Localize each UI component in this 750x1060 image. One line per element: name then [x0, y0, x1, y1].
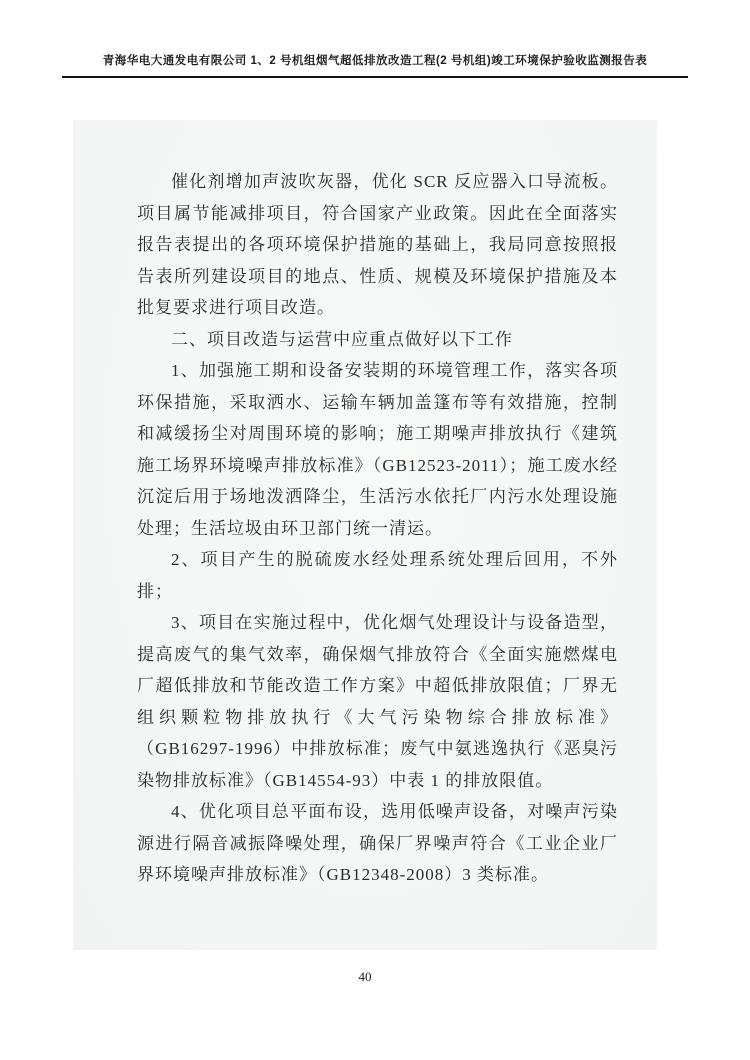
paragraph-item-2-wastewater: 2、项目产生的脱硫废水经处理系统处理后回用，不外排；	[137, 550, 618, 601]
page-footer	[73, 968, 657, 986]
paragraph-item-1-construction: 1、加强施工期和设备安装期的环境管理工作，落实各项环保措施，采取洒水、运输车辆加盖篷布等有效措施，控制和减缓扬尘对周围环境的影响；施工期噪声排放执行《建筑施工场界环境噪声排放标准》（GB12523-2011）；施工废水经沉淀后用于场地泼洒降尘，生活污水依托厂内污水处理设施处理；生活垃圾由环卫部门统一清运。	[137, 361, 618, 538]
document-body	[137, 166, 618, 891]
paragraph-item-3-flue-gas: 3、项目在实施过程中，优化烟气处理设计与设备造型，提高废气的集气效率，确保烟气排放符合《全面实施燃煤电厂超低排放和节能改造工作方案》中超低排放限值；厂界无组织颗粒物排放执行《大气污染物综合排放标准》（GB16297-1996）中排放标准；废气中氨逃逸执行《恶臭污染物排放标准》（GB14554-93）中表 1 的排放限值。	[137, 613, 618, 790]
paragraph-section-heading: 二、项目改造与运营中应重点做好以下工作	[171, 329, 513, 349]
scanned-page-region	[73, 120, 657, 950]
document-header-title: 青海华电大通发电有限公司 1、2 号机组烟气超低排放改造工程(2 号机组)竣工环境保护验收监测报告表	[102, 55, 648, 67]
paragraph-approval-summary: 催化剂增加声波吹灰器，优化 SCR 反应器入口导流板。项目属节能减排项目，符合国家产业政策。因此在全面落实报告表提出的各项环境保护措施的基础上，我局同意按照报告表所列建设项目的地点、性质、规模及环境保护措施及本批复要求进行项目改造。	[137, 172, 618, 317]
page-number: 40	[358, 969, 372, 984]
header-divider	[62, 76, 688, 78]
paragraph-item-4-noise: 4、优化项目总平面布设，选用低噪声设备，对噪声污染源进行隔音减振降噪处理，确保厂界噪声符合《工业企业厂界环境噪声排放标准》（GB12348-2008）3 类标准。	[137, 802, 618, 884]
